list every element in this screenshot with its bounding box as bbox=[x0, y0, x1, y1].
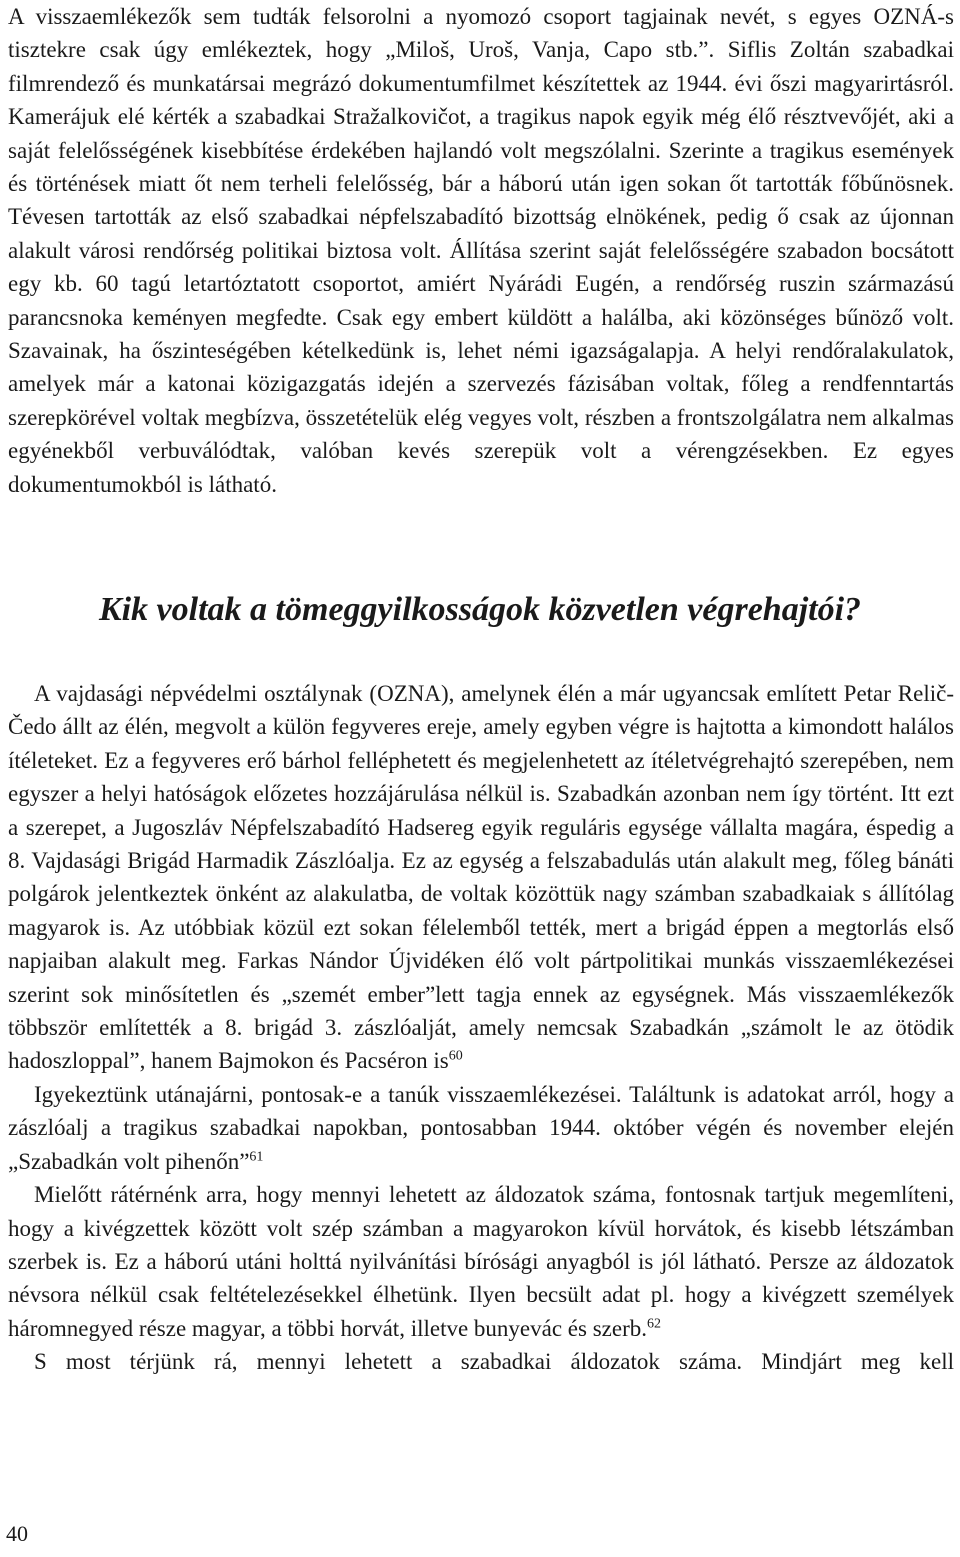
paragraph-text: Mielőtt rátérnénk arra, hogy mennyi lehetett az áldozatok száma, fontosnak tartjuk megemlíteni, hogy a kivégzettek között volt szép számban a magyarokon kívül horvátok, és kisebb létszámban szerbek is. Ez a háború utáni holttá nyilvánítási bírósági anyagból is jól látható. Persze az áldozatok névsora nélkül csak feltételezésekkel élhetünk. Ilyen becsült adat pl. hogy a kivégzett személyek háromnegyed része magyar, a többi horvát, illetve bunyevác és szerb. bbox=[8, 1182, 954, 1341]
top-text-block bbox=[8, 0, 954, 501]
section-heading: Kik voltak a tömeggyilkosságok közvetlen végrehajtói? bbox=[98, 591, 862, 628]
paragraph-text: A vajdasági népvédelmi osztálynak (OZNA), amelynek élén a már ugyancsak említett Petar Relič-Čedo állt az élén, megvolt a külön fegyveres ereje, amely egyben végre is hajtotta a kimondott halálos ítéleteket. Ez a fegyveres erő bárhol felléphetett és megjelenhetett az ítéletvégrehajtó szerepében, nem egyszer a helyi hatóságok előzetes hozzájárulása nélkül is. Szabadkán azonban nem így történt. Itt ezt a szerepet, a Jugoszláv Népfelszabadító Hadsereg egyik reguláris egysége vállalta magára, éspedig a 8. Vajdasági Brigád Harmadik Zászlóalja. Ez az egység a felszabadulás után alakult meg, főleg bánáti polgárok jelentkeztek önként az alakulatba, de voltak közöttük nagy számban szabadkaiak s állítólag magyarok is. Az utóbbiak közül ezt sokan félelemből tették, mert a brigád éppen a megtorlás első napjaiban alakult meg. Farkas Nándor Újvidéken élő volt pártpolitikai munkás visszaemlékezései szerint sok minősítetlen és „szemét ember”lett tagja ennek az egységnek. Más visszaemlékezők többször említették a 8. brigád 3. zászlóalját, amely nemcsak Szabadkán „számolt le az ötödik hadoszloppal”, hanem Bajmokon és Pacséron is bbox=[8, 681, 954, 1074]
paragraph-text: S most térjünk rá, mennyi lehetett a szabadkai áldozatok száma. Mindjárt meg kell bbox=[34, 1349, 954, 1375]
paragraph-ozna bbox=[8, 677, 954, 1078]
paragraph-text: Igyekeztünk utánajárni, pontosak-e a tanúk visszaemlékezései. Találtunk is adatokat arról, hogy a zászlóalj a tragikus szabadkai napokban, pontosabban 1944. október végén és november elején „Szabadkán volt pihenőn” bbox=[8, 1081, 954, 1174]
bottom-text-block bbox=[8, 677, 954, 1379]
top-paragraph: A visszaemlékezők sem tudták felsorolni a nyomozó csoport tagjainak nevét, s egyes OZNÁ-s tisztekre csak úgy emlékeztek, hogy „Miloš, Uroš, Vanja, Capo stb.”. Siflis Zoltán szabadkai filmrendező és munkatársai megrázó dokumentumfilmet készítettek az 1944. évi őszi magyarirtásról. Kamerájuk elé kérték a szabadkai Stražalkovičot, a tragikus napok egyik még élő résztvevőjét, aki a saját felelősségének kisebbítése érdekében hajlandó volt megszólalni. Szerinte a tragikus események és történések miatt őt nem terheli felelősség, bár a háború után igen sokan őt tartották főbűnösnek. Tévesen tartották az első szabadkai népfelszabadító bizottság elnökének, pedig ő csak az újonnan alakult városi rendőrség politikai biztosa volt. Állítása szerint saját felelősségére szabadon bocsátott egy kb. 60 tagú letartóztatott csoportot, amiért Nyárádi Eugén, a rendőrség ruszin származású parancsnoka keményen megfedte. Csak egy embert küldött a halálba, aki közönséges bűnöző volt. Szavainak, ha őszinteségében kételkedünk is, lehet némi igazságalapja. A helyi rendőralakulatok, amelyek már a katonai közigazgatás idején a szervezés fázisában voltak, főleg a rendfenntartás szerepkörével voltak megbízva, összetételük elég vegyes volt, részben a frontszolgálatra nem alkalmas egyénekből verbuválódtak, valóban kevés szerepük volt a vérengzésekben. Ez egyes dokumentumokból is látható. bbox=[8, 4, 954, 497]
paragraph-witnesses bbox=[8, 1078, 954, 1178]
paragraph-victims bbox=[8, 1178, 954, 1345]
page-number: 40 bbox=[6, 1521, 28, 1546]
footnote-marker: 61 bbox=[249, 1149, 264, 1165]
paragraph-count bbox=[8, 1345, 954, 1378]
footnote-marker: 60 bbox=[448, 1048, 463, 1064]
footnote-marker: 62 bbox=[647, 1316, 661, 1332]
